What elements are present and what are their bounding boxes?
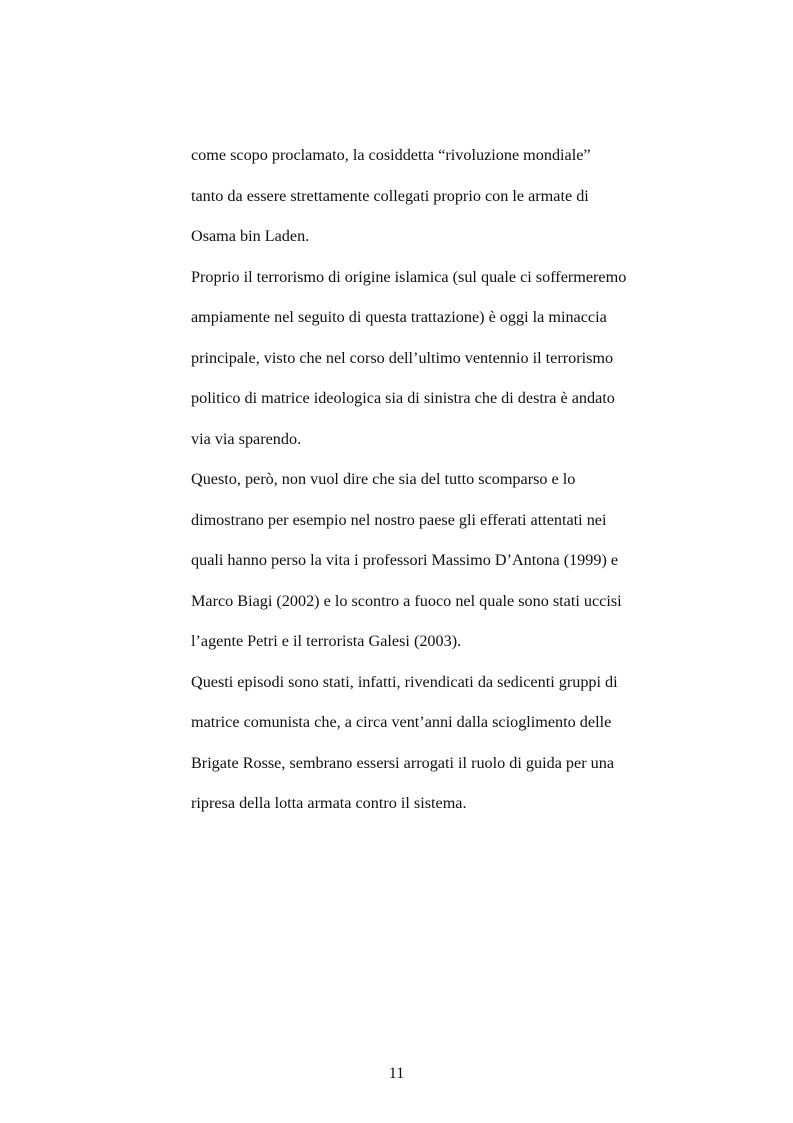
text-line: Osama bin Laden.	[191, 227, 310, 245]
text-line: Questi episodi sono stati, infatti, rivendicati da sedicenti gruppi di	[191, 672, 618, 691]
text-line: ripresa della lotta armata contro il sistema.	[191, 794, 467, 812]
text-line: tanto da essere strettamente collegati proprio con le armate di	[191, 186, 589, 205]
text-line: Questo, però, non vuol dire che sia del tutto scomparso e lo	[191, 470, 576, 488]
text-line: dimostrano per esempio nel nostro paese gli efferati attentati nei	[191, 510, 607, 529]
text-line: come scopo proclamato, la cosiddetta “rivoluzione mondiale”	[191, 146, 591, 164]
text-line: quali hanno perso la vita i professori Massimo D’Antona (1999) e	[191, 551, 619, 569]
text-line: Proprio il terrorismo di origine islamica (sul quale ci soffermeremo	[191, 267, 627, 286]
text-line: l’agente Petri e il terrorista Galesi (2003).	[191, 632, 462, 650]
text-line: politico di matrice ideologica sia di sinistra che di destra è andato	[191, 389, 615, 407]
text-line: ampiamente nel seguito di questa trattazione) è oggi la minaccia	[191, 308, 607, 326]
text-line: matrice comunista che, a circa vent’anni dalla scioglimento delle	[191, 713, 612, 731]
text-line: via via sparendo.	[191, 429, 302, 448]
text-line: Marco Biagi (2002) e lo scontro a fuoco nel quale sono stati uccisi	[191, 591, 622, 610]
body-text	[191, 143, 671, 832]
text-line: Brigate Rosse, sembrano essersi arrogati il ruolo di guida per una	[191, 753, 615, 772]
text-line: principale, visto che nel corso dell’ultimo ventennio il terrorismo	[191, 348, 614, 367]
page-number: 11	[388, 1065, 405, 1082]
